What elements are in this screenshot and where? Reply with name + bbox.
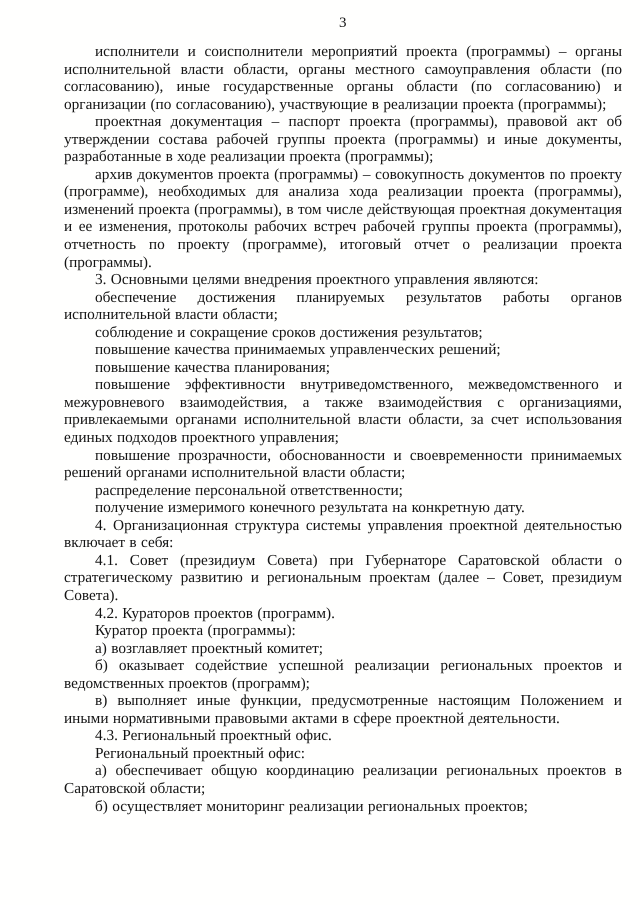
paragraph: исполнители и соисполнители мероприятий проекта (программы) – органы исполнительной власти области, органы местного самоуправления области (по согласованию), иные государственные органы области (по согласованию) и организации (по согласованию), участвующие в реализации проекта (программы);: [64, 43, 622, 113]
paragraph: обеспечение достижения планируемых результатов работы органов исполнительной власти области;: [64, 288, 622, 324]
paragraph: Куратор проекта (программы):: [95, 622, 296, 640]
paragraph: 4.3. Региональный проектный офис.: [95, 727, 332, 745]
paragraph: б) оказывает содействие успешной реализации региональных проектов и ведомственных проектов (программ);: [64, 657, 622, 692]
paragraph: 4.2. Кураторов проектов (программ).: [95, 604, 335, 622]
paragraph: соблюдение и сокращение сроков достижения результатов;: [95, 323, 483, 341]
page-number: 3: [339, 15, 347, 31]
paragraph: в) выполняет иные функции, предусмотренные настоящим Положением и иными нормативными правовыми актами в сфере проектной деятельности.: [64, 692, 622, 727]
paragraph: а) возглавляет проектный комитет;: [95, 639, 324, 657]
paragraph: 4. Организационная структура системы управления проектной деятельностью включает в себя:: [64, 516, 622, 552]
paragraph: архив документов проекта (программы) – совокупность документов по проекту (программе), необходимых для анализа хода реализации проекта (программы), изменений проекта (программы), в том числе действующая проектная документация и ее изменения, протоколы рабочих встреч рабочей группы проекта (программы), отчетность по проекту (программе), итоговый отчет о реализации проекта (программы).: [64, 165, 622, 271]
paragraph: повышение качества планирования;: [95, 358, 330, 376]
paragraph: проектная документация – паспорт проекта (программы), правовой акт об утверждении состава рабочей группы проекта (программы) и иные документы, разработанные в ходе реализации проекта (программы);: [64, 113, 622, 166]
paragraph: 4.1. Совет (президиум Совета) при Губернаторе Саратовской области о стратегическому развитию и региональным проектам (далее – Совет, президиум Совета).: [64, 551, 622, 604]
paragraph: Региональный проектный офис:: [95, 744, 306, 762]
paragraph: б) осуществляет мониторинг реализации региональных проектов;: [95, 797, 528, 815]
paragraph: а) обеспечивает общую координацию реализации региональных проектов в Саратовской области;: [64, 762, 622, 797]
paragraph: получение измеримого конечного результата на конкретную дату.: [95, 499, 525, 517]
document-body: [64, 43, 622, 815]
paragraph: распределение персональной ответственности;: [95, 481, 403, 499]
paragraph: повышение качества принимаемых управленческих решений;: [95, 341, 501, 359]
paragraph: 3. Основными целями внедрения проектного управления являются:: [95, 271, 539, 289]
paragraph: повышение прозрачности, обоснованности и своевременности принимаемых решений органами исполнительной власти области;: [64, 446, 622, 482]
paragraph: повышение эффективности внутриведомственного, межведомственного и межуровневого взаимодействия, а также взаимодействия с организациями, привлекаемыми органами исполнительной власти области, за счет использования единых подходов проектного управления;: [64, 376, 622, 447]
